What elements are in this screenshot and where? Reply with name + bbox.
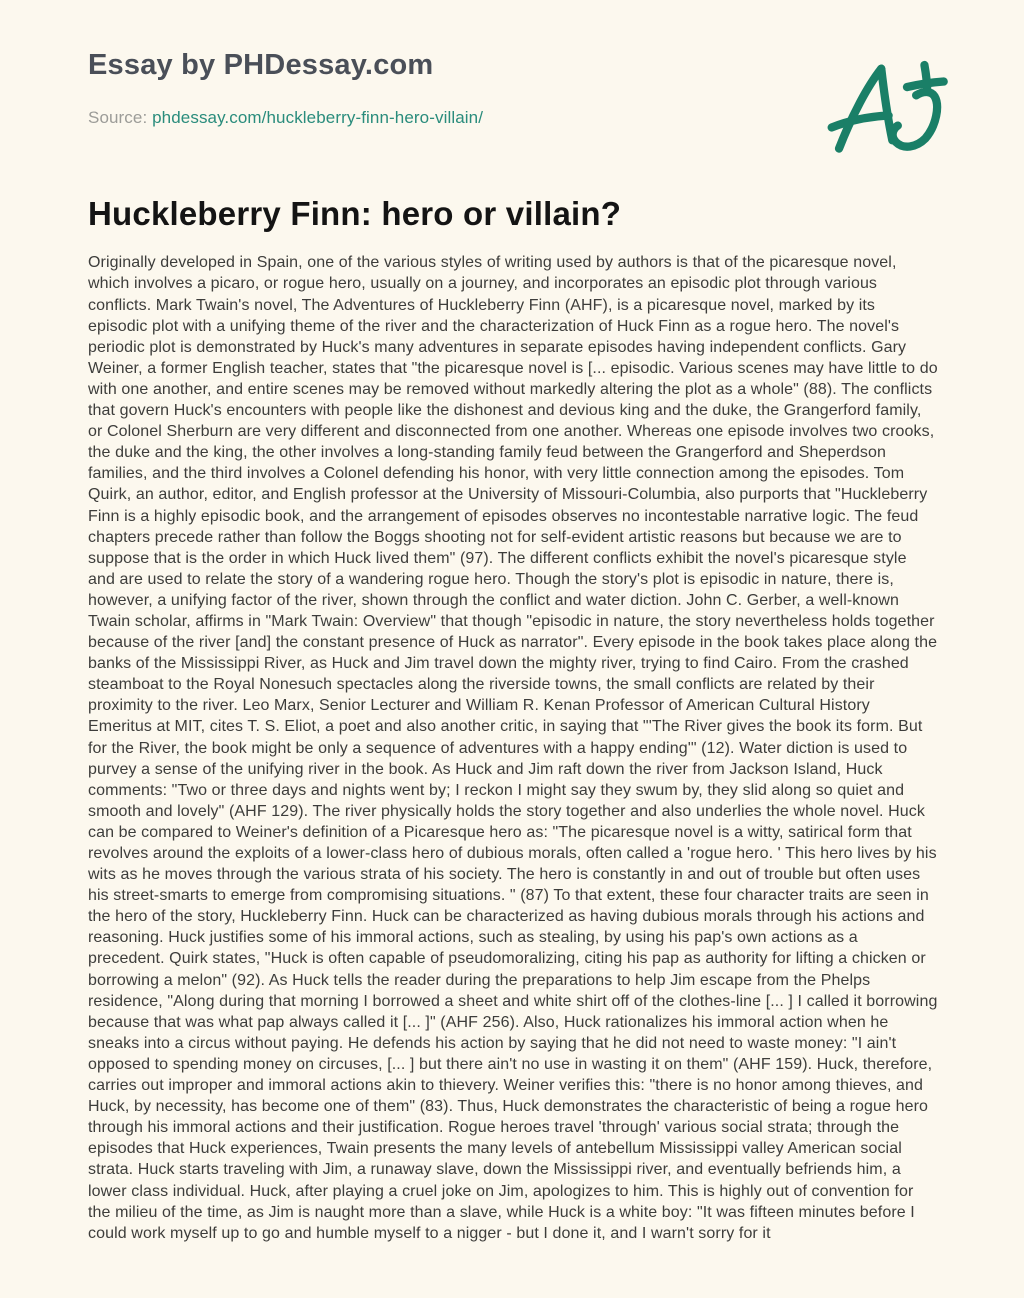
essay-title: Huckleberry Finn: hero or villain?: [88, 194, 622, 232]
source-link[interactable]: phdessay.com/huckleberry-finn-hero-villain/: [152, 107, 484, 127]
source-label: Source:: [88, 107, 148, 127]
a-plus-logo-graphic: [826, 54, 954, 166]
a-plus-logo: [826, 54, 954, 166]
brand-title: Essay by PHDessay.com: [88, 49, 434, 81]
source-row: [88, 108, 936, 128]
essay-body-text: Originally developed in Spain, one of the various styles of writing used by authors is that of the picaresque novel, which involves a picaro, or rogue hero, usually on a journey, and incorporates an episodic plot through various conflicts. Mark Twain's novel, The Adventures of Huckleberry Finn (AHF), is a picaresque novel, marked by its episodic plot with a unifying theme of the river and the characterization of Huck Finn as a rogue hero. The novel's periodic plot is demonstrated by Huck's many adventures in separate episodes having independent conflicts. Gary Weiner, a former English teacher, states that "the picaresque novel is [... episodic. Various scenes may have little to do with one another, and entire scenes may be removed without markedly altering the plot as a whole" (88). The conflicts that govern Huck's encounters with people like the dishonest and devious king and the duke, the Grangerford family, or Colonel Sherburn are very different and disconnected from one another. Whereas one episode involves two crooks, the duke and the king, the other involves a long-standing family feud between the Grangerford and Sheperdson families, and the third involves a Colonel defending his honor, with very little connection among the episodes. Tom Quirk, an author, editor, and English professor at the University of Missouri-Columbia, also purports that "Huckleberry Finn is a highly episodic book, and the arrangement of episodes observes no incontestable narrative logic. The feud chapters precede rather than follow the Boggs shooting not for self-evident artistic reasons but because we are to suppose that is the order in which Huck lived them" (97). The different conflicts exhibit the novel's picaresque style and are used to relate the story of a wandering rogue hero. Though the story's plot is episodic in nature, there is, however, a unifying factor of the river, shown through the conflict and water diction. John C. Gerber, a well-known Twain scholar, affirms in "Mark Twain: Overview" that though "episodic in nature, the story nevertheless holds together because of the river [and] the constant presence of Huck as narrator". Every episode in the book takes place along the banks of the Mississippi River, as Huck and Jim travel down the mighty river, trying to find Cairo. From the crashed steamboat to the Royal Nonesuch spectacles along the riverside towns, the small conflicts are related by their proximity to the river. Leo Marx, Senior Lecturer and William R. Kenan Professor of American Cultural History Emeritus at MIT, cites T. S. Eliot, a poet and also another critic, in saying that "'The River gives the book its form. But for the River, the book might be only a sequence of adventures with a happy ending'" (12). Water diction is used to purvey a sense of the unifying river in the book. As Huck and Jim raft down the river from Jackson Island, Huck comments: "Two or three days and nights went by; I reckon I might say they swum by, they slid along so quiet and smooth and lovely" (AHF 129). The river physically holds the story together and also underlies the whole novel. Huck can be compared to Weiner's definition of a Picaresque hero as: "The picaresque novel is a witty, satirical form that revolves around the exploits of a lower-class hero of dubious morals, often called a 'rogue hero. ' This hero lives by his wits as he moves through the various strata of his society. The hero is constantly in and out of trouble but often uses his street-smarts to emerge from compromising situations. " (87) To that extent, these four character traits are seen in the hero of the story, Huckleberry Finn. Huck can be characterized as having dubious morals through his actions and reasoning. Huck justifies some of his immoral actions, such as stealing, by using his pap's own actions as a precedent. Quirk states, "Huck is often capable of pseudomoralizing, citing his pap as authority for lifting a chicken or borrowing a melon" (92). As Huck tells the reader during the preparations to help Jim escape from the Phelps residence, "Along during that morning I borrowed a sheet and white shirt off of the clothes-line [... ] I called it borrowing because that was what pap always called it [... ]" (AHF 256). Also, Huck rationalizes his immoral action when he sneaks into a circus without paying. He defends his action by saying that he did not need to waste money: "I ain't opposed to spending money on circuses, [... ] but there ain't no use in wasting it on them" (AHF 159). Huck, therefore, carries out improper and immoral actions akin to thievery. Weiner verifies this: "there is no honor among thieves, and Huck, by necessity, has become one of them" (83). Thus, Huck demonstrates the characteristic of being a rogue hero through his immoral actions and their justification. Rogue heroes travel 'through' various social strata; through the episodes that Huck experiences, Twain presents the many levels of antebellum Mississippi valley American social strata. Huck starts traveling with Jim, a runaway slave, down the Mississippi river, and eventually befriends him, a lower class individual. Huck, after playing a cruel joke on Jim, apologizes to him. This is highly out of convention for the milieu of the time, as Jim is naught more than a slave, while Huck is a white boy: "It was fifteen minutes before I could work myself up to go and humble myself to a nigger - but I done it, and I warn't sorry for it: [88, 254, 938, 1242]
